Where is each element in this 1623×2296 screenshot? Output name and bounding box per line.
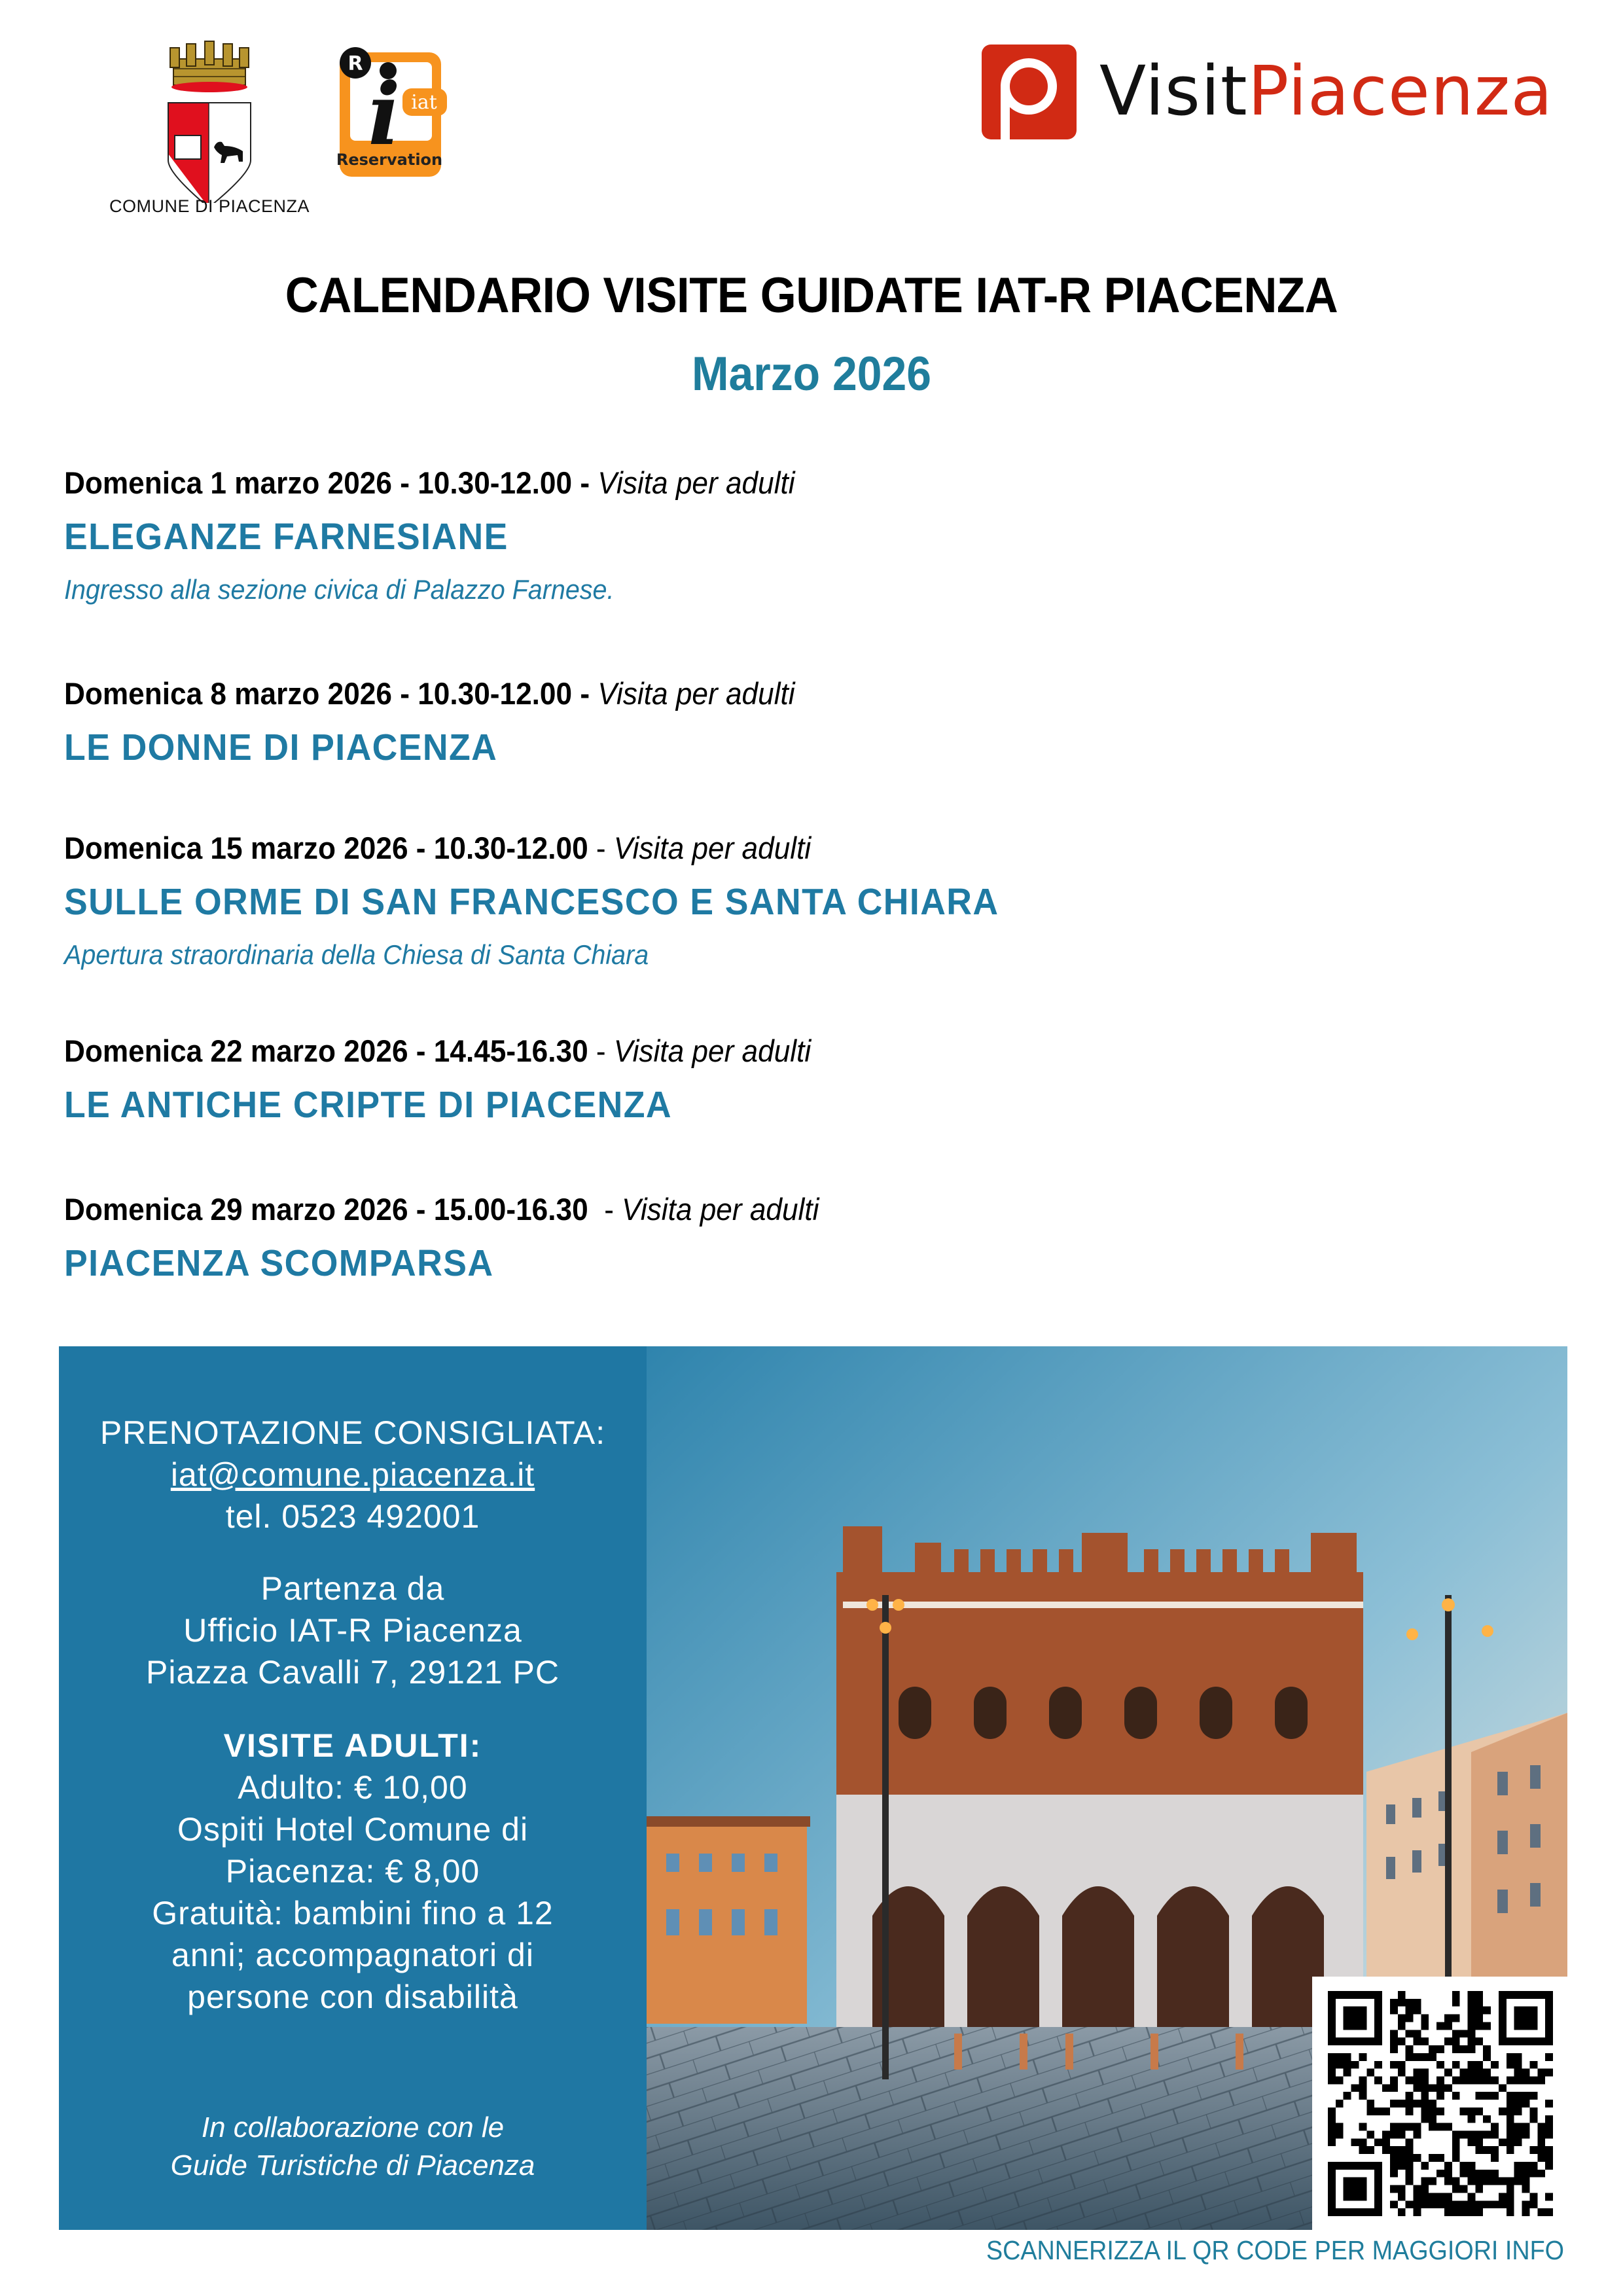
collaboration-note: In collaborazione con le Guide Turistiche di Piacenza: [170, 2111, 535, 2181]
svg-text:R: R: [348, 52, 363, 75]
price-hotel: Ospiti Hotel Comune di: [177, 1811, 529, 1848]
svg-text:iat: iat: [411, 91, 437, 114]
visit-logo-part1: Visit: [1099, 51, 1248, 131]
visit-piacenza-logo: [982, 45, 1571, 143]
event-title: SULLE ORME DI SAN FRANCESCO E SANTA CHIARA: [64, 881, 999, 923]
page-title: CALENDARIO VISITE GUIDATE IAT-R PIACENZA: [285, 268, 1338, 323]
event-datetime: Domenica 22 marzo 2026 - 14.45-16.30 - Visita per adulti: [64, 1033, 812, 1068]
departure-info: [59, 1568, 647, 1693]
free-entry-cont: anni; accompagnatori di: [171, 1937, 534, 1973]
event-title: LE ANTICHE CRIPTE DI PIACENZA: [64, 1084, 672, 1126]
event-datetime: Domenica 15 marzo 2026 - 10.30-12.00 - Visita per adulti: [64, 831, 812, 865]
event-item: [64, 830, 1504, 971]
event-datetime: Domenica 1 marzo 2026 - 10.30-12.00 - Visita per adulti: [64, 465, 795, 500]
event-item: [64, 1191, 1504, 1285]
free-entry: Gratuità: bambini fino a 12: [152, 1895, 554, 1931]
free-entry-cont2: persone con disabilità: [187, 1979, 518, 2015]
event-title: ELEGANZE FARNESIANE: [64, 516, 508, 558]
departure-address: Piazza Cavalli 7, 29121 PC: [146, 1654, 560, 1691]
visit-piacenza-p-icon: [982, 45, 1077, 139]
prices-heading: VISITE ADULTI:: [223, 1727, 482, 1764]
event-item: [64, 1033, 1504, 1126]
booking-label: PRENOTAZIONE CONSIGLIATA:: [99, 1414, 606, 1451]
crown-icon: [170, 41, 249, 92]
qr-code[interactable]: [1312, 1977, 1567, 2230]
departure-office: Ufficio IAT-R Piacenza: [183, 1612, 522, 1649]
booking-info: [59, 1412, 647, 1537]
price-adult: Adulto: € 10,00: [238, 1769, 468, 1806]
event-item: [64, 675, 1504, 769]
qr-code-icon: [1328, 1991, 1553, 2216]
event-description: Apertura straordinaria della Chiesa di Santa Chiara: [64, 939, 649, 970]
comune-coat-of-arms-logo: [167, 36, 252, 203]
comune-label: COMUNE DI PIACENZA: [109, 196, 310, 216]
event-description: Ingresso alla sezione civica di Palazzo Farnese.: [64, 574, 615, 605]
phone-number: tel. 0523 492001: [225, 1498, 480, 1535]
visit-logo-part2: Piacenza: [1247, 51, 1554, 131]
email-link[interactable]: iat@comune.piacenza.it: [170, 1456, 535, 1493]
event-title: PIACENZA SCOMPARSA: [64, 1242, 494, 1284]
shield-icon: [168, 103, 251, 203]
svg-text:Reservation: Reservation: [337, 151, 443, 169]
iat-reservation-logo: [337, 39, 448, 180]
month-subtitle: Marzo 2026: [691, 348, 932, 401]
event-datetime: Domenica 8 marzo 2026 - 10.30-12.00 - Visita per adulti: [64, 676, 795, 711]
departure-label: Partenza da: [260, 1570, 445, 1607]
svg-text:i: i: [368, 64, 401, 164]
event-item: [64, 465, 1504, 605]
event-title: LE DONNE DI PIACENZA: [64, 726, 498, 768]
prices-info: [59, 1725, 647, 2018]
price-hotel-cont: Piacenza: € 8,00: [225, 1853, 480, 1890]
qr-scan-note: SCANNERIZZA IL QR CODE PER MAGGIORI INFO: [986, 2235, 1564, 2265]
info-panel: [59, 1346, 647, 2230]
event-datetime: Domenica 29 marzo 2026 - 15.00-16.30 - Visita per adulti: [64, 1192, 819, 1227]
